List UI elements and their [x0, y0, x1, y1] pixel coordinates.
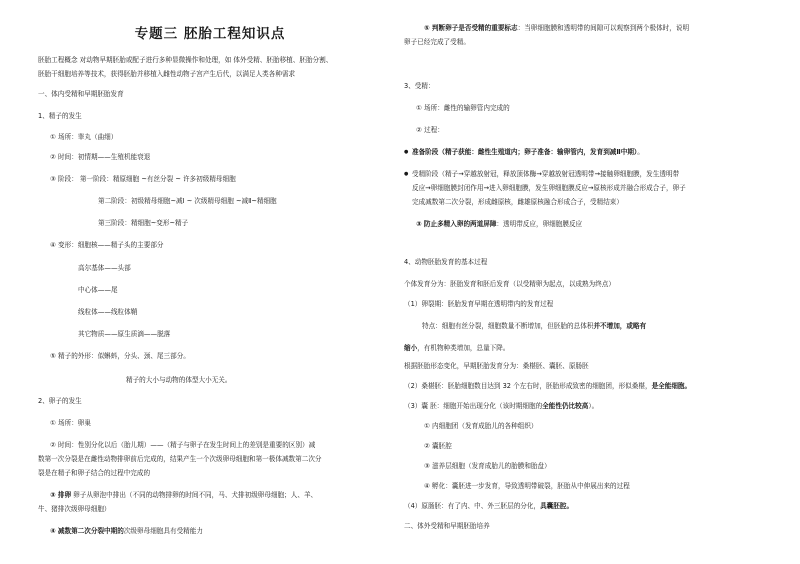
prep-stage-end: 。 — [637, 148, 644, 156]
hatching: ④ 孵化：囊胚进一步发育，导致透明带破裂，胚胎从中伸展出来的过程 — [424, 482, 630, 490]
sperm-time: ② 时间：初情期——生殖机能衰退 — [50, 153, 151, 161]
cleavage-feature — [422, 322, 646, 330]
fertilization-site: ① 场所：雌性的输卵管内完成的 — [416, 104, 510, 112]
sperm-shape: ⑤ 精子的外形：似蝌蚪，分头、颈、尾三部分。 — [50, 352, 190, 360]
sperm-site: ① 场所：睾丸（曲细） — [50, 133, 118, 141]
cleavage-feature-bold: 并不增加，或略有 — [593, 322, 647, 330]
development-overview: 个体发育分为：胚胎发育和胚后发育（以受精卵为起点，以成熟为终点） — [404, 280, 615, 288]
sperm-transform: ④ 变形：细胞核——精子头的主要部分 — [50, 241, 164, 249]
sperm-stage-2: 第二阶段：初级精母细胞~减Ⅰ ~ 次级精母细胞 ~减Ⅱ~精细胞 — [98, 197, 277, 205]
blastocoel: ② 囊胚腔 — [424, 442, 452, 450]
morula-stage — [404, 382, 691, 390]
egg-fertility-text: 次级卵母细胞具有受精能力 — [123, 527, 203, 535]
intro-line-1: 胚胎工程概念 对动物早期胚胎或配子进行多种显微操作和处理，如 体外受精、胚胎移植、胚胎分割、 — [38, 56, 333, 64]
fertilization-process: ② 过程： — [416, 126, 444, 134]
egg-site: ① 场所：卵巢 — [50, 419, 91, 427]
inner-cell-mass: ① 内细胞团（发育成胎儿的各种组织） — [424, 422, 538, 430]
fert-stage-3: 完成减数第二次分裂，形成雌原核，雌雄原核融合形成合子，受精结束） — [412, 198, 623, 206]
fert-stage-2: 反应→卵细胞膜封闭作用→进入卵细胞膜，发生卵细胞膜反应→原核形成并融合形成合子，卵子 — [412, 184, 686, 192]
subsection-fertilization: 3、受精： — [404, 82, 435, 90]
egg-fertility-term: ④ 减数第二次分裂中期的 — [50, 527, 124, 535]
morula-text: （2）桑椹胚：胚胎细胞数目达到 32 个左右时，胚胎形成致密的细胞团，形似桑椹， — [404, 382, 652, 390]
polyspermy-block-text: ：透明带反应，卵细胞膜反应 — [496, 220, 583, 228]
egg-time-2: 数第一次分裂是在雌性动物排卵前后完成的，结果产生一个次级卵母细胞和第一极体减数第二次分 — [38, 455, 322, 463]
trophoblast: ③ 滋养层细胞（发育成胎儿的胎膜和胎盘） — [424, 462, 551, 470]
gastrula-stage — [404, 502, 573, 510]
fertilization-sign-text: ：当卵细胞膜和透明带的间隙可以观察到两个极体时，说明 — [517, 24, 690, 32]
blastocyst-text: （3）囊 胚：细胞开始出现分化（该时期细胞的 — [404, 402, 543, 410]
fertilization-sign — [424, 24, 689, 32]
blastocyst-end: ）。 — [588, 402, 599, 410]
cleavage-feature-text: 特点：细胞有丝分裂，细胞数量不断增加，但胚胎的总体积 — [422, 322, 594, 330]
sperm-transform-other: 其它物质——原生质滴——脱落 — [78, 330, 171, 338]
fertilization-sign-term: ⑤ 判断卵子是否受精的重要标志 — [424, 24, 518, 32]
cleavage-stage: （1）卵裂期：胚胎发育早期在透明带内的发育过程 — [404, 300, 554, 308]
gastrula-bold: 具囊胚腔。 — [540, 502, 574, 510]
section-heading-1: 一、体内受精和早期胚胎发育 — [38, 90, 124, 98]
section-heading-2: 二、体外受精和早期胚胎培养 — [404, 522, 490, 530]
morula-bold: 是全能细胞。 — [651, 382, 692, 390]
prep-stage-text: 准备阶段（精子获能：雌性生殖道内；卵子准备：输卵管内，发育到减Ⅱ中期） — [412, 148, 638, 156]
polyspermy-block-term: ③ 防止多精入卵的两道屏障 — [416, 220, 497, 228]
egg-time-1: ② 时间：性别分化以后（胎儿期）——（精子与卵子在发生时间上的差别是重要的区别）减 — [50, 441, 316, 449]
egg-time-3: 裂是在精子和卵子结合的过程中完成的 — [38, 469, 151, 477]
egg-ovulation-text: 卵子从卵泡中排出（不同的动物排卵的时间不同，马、犬排初级卵母细胞；人、羊、 — [71, 491, 318, 499]
subsection-sperm: 1、精子的发生 — [38, 112, 82, 120]
egg-fertility — [50, 527, 203, 535]
egg-ovulation-term: ③ 排卵 — [50, 491, 72, 499]
prep-stage-bullet — [404, 148, 644, 156]
sperm-stage-1: ③ 阶段： 第一阶段：精原细胞 ~有丝分裂 ~ 许多初级精母细胞 — [50, 175, 236, 183]
stage-division: 根据胚胎形态变化，早期胚胎发育分为：桑椹胚、囊胚、原肠胚 — [404, 362, 589, 370]
sperm-transform-mito: 线粒体——线粒体鞘 — [78, 308, 138, 316]
sperm-size: 精子的大小与动物的体型大小无关。 — [126, 376, 232, 384]
fert-stage-bullet: ● 受精阶段（精子→穿越放射冠，释放顶体酶→穿越放射冠透明带→接触卵细胞膜，发生透明带 — [404, 170, 679, 178]
egg-ovulation-2: 牛、猪排次级卵母细胞） — [38, 505, 111, 513]
cleavage-feature-shrink: 缩小 — [404, 344, 418, 352]
polyspermy-block — [416, 220, 582, 228]
sperm-stage-3: 第三阶段：精细胞~变形~精子 — [98, 219, 189, 227]
blastocyst-bold: 全能性仍比较高 — [542, 402, 589, 410]
intro-line-2: 胚胎干细胞培养等技术，获得胚胎并移植入雌性动物子宫产生后代，以满足人类各种需求 — [38, 70, 296, 78]
cleavage-feature-2 — [404, 344, 510, 352]
sperm-transform-centriole: 中心体——尾 — [78, 286, 118, 294]
egg-ovulation — [50, 491, 317, 499]
cleavage-feature-rest: ，有机物种类增加，总量下降。 — [417, 344, 510, 352]
subsection-egg: 2、卵子的发生 — [38, 397, 82, 405]
blastocyst-stage — [404, 402, 598, 410]
gastrula-text: （4）原肠胚：有了内、中、外三胚层的分化， — [404, 502, 541, 510]
subsection-development: 4、动物胚胎发育的基本过程 — [404, 258, 488, 266]
fertilization-sign-2: 卵子已经完成了受精。 — [404, 38, 470, 46]
page-title: 专题三 胚胎工程知识点 — [134, 26, 286, 42]
sperm-transform-golgi: 高尔基体——头部 — [78, 264, 131, 272]
